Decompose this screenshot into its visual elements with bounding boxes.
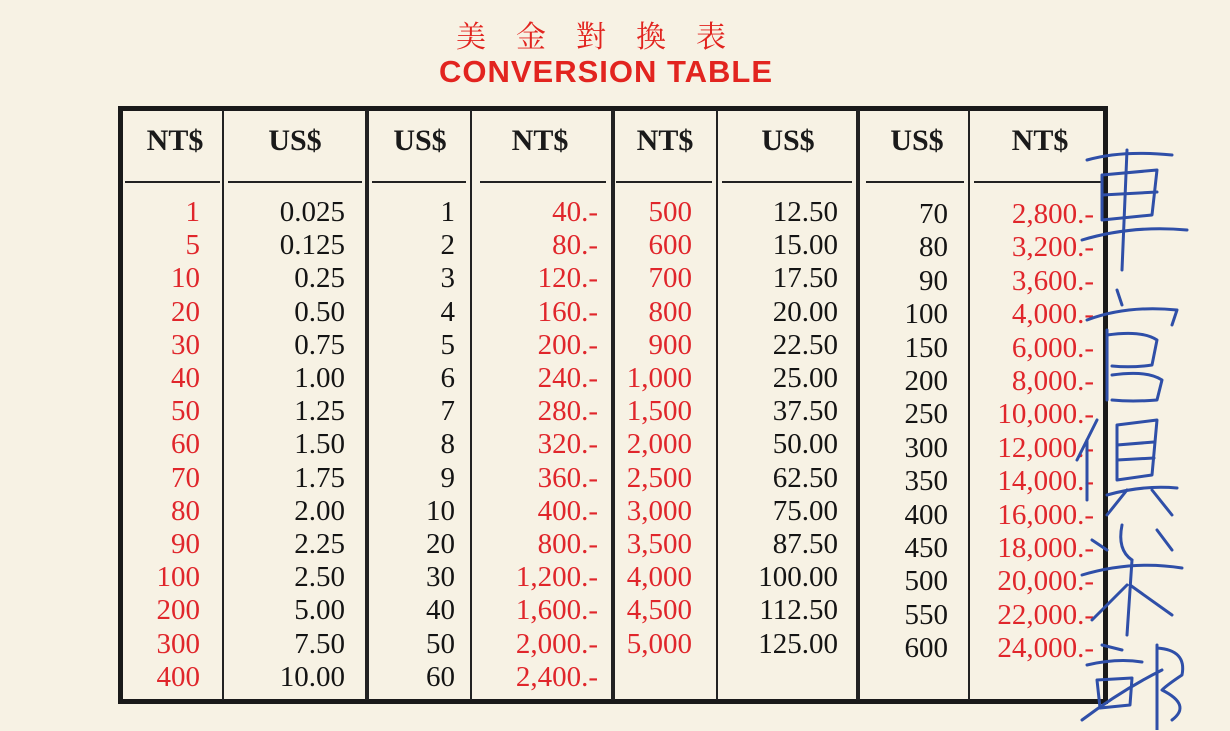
us-value: 4 (440, 296, 455, 328)
nt-value: 300 (156, 628, 200, 660)
nt-value: 2,400.- (515, 661, 598, 693)
nt-value: 1,200.- (515, 561, 598, 593)
us-value: 70 (919, 198, 948, 230)
nt-value: 2,800.- (1011, 198, 1094, 230)
us-value: 17.50 (772, 262, 838, 294)
us-value: 7 (440, 395, 455, 427)
nt-value: 400.- (537, 495, 598, 527)
nt-value: 5 (185, 229, 200, 261)
nt-value: 4,000.- (1011, 298, 1094, 330)
us-value: 450 (904, 532, 948, 564)
column-header: NT$ (636, 124, 694, 157)
header-underline (480, 181, 606, 183)
nt-value: 20 (171, 296, 200, 328)
nt-value: 500 (648, 196, 692, 228)
us-value: 50.00 (772, 428, 838, 460)
us-value: 2.00 (294, 495, 345, 527)
column-header: NT$ (146, 124, 204, 157)
us-value: 1.50 (294, 428, 345, 460)
column-header: US$ (890, 124, 944, 157)
handwritten-signature (1062, 130, 1212, 730)
us-value: 12.50 (772, 196, 838, 228)
nt-value: 14,000.- (997, 465, 1094, 497)
column-header: US$ (393, 124, 447, 157)
us-value: 80 (919, 231, 948, 263)
us-value: 20.00 (772, 296, 838, 328)
nt-value: 3,500 (626, 528, 692, 560)
nt-value: 900 (648, 329, 692, 361)
us-value: 2.50 (294, 561, 345, 593)
us-value: 87.50 (772, 528, 838, 560)
header-underline (616, 181, 712, 183)
us-value: 2 (440, 229, 455, 261)
nt-value: 40.- (552, 196, 598, 228)
title-chinese: 美金對換表 (456, 20, 756, 55)
us-value: 15.00 (772, 229, 838, 261)
us-value: 7.50 (294, 628, 345, 660)
nt-value: 1,500 (626, 395, 692, 427)
nt-value: 20,000.- (997, 565, 1094, 597)
title-english: CONVERSION TABLE (438, 54, 774, 89)
nt-value: 5,000 (626, 628, 692, 660)
nt-value: 6,000.- (1011, 332, 1094, 364)
header-underline (372, 181, 466, 183)
us-value: 90 (919, 265, 948, 297)
nt-value: 8,000.- (1011, 365, 1094, 397)
nt-value: 4,500 (626, 594, 692, 626)
us-value: 550 (904, 599, 948, 631)
us-value: 10 (426, 495, 455, 527)
us-value: 112.50 (759, 594, 838, 626)
us-value: 40 (426, 594, 455, 626)
nt-value: 24,000.- (997, 632, 1094, 664)
nt-value: 200.- (537, 329, 598, 361)
us-value: 350 (904, 465, 948, 497)
us-value: 0.75 (294, 329, 345, 361)
us-value: 100.00 (758, 561, 838, 593)
us-value: 1.00 (294, 362, 345, 394)
us-value: 500 (904, 565, 948, 597)
us-value: 100 (904, 298, 948, 330)
header-underline (866, 181, 964, 183)
header-underline (722, 181, 852, 183)
nt-value: 10 (171, 262, 200, 294)
us-value: 3 (440, 262, 455, 294)
nt-value: 3,000 (626, 495, 692, 527)
nt-value: 120.- (537, 262, 598, 294)
nt-value: 160.- (537, 296, 598, 328)
us-value: 75.00 (772, 495, 838, 527)
nt-value: 22,000.- (997, 599, 1094, 631)
nt-value: 600 (648, 229, 692, 261)
nt-value: 2,000.- (515, 628, 598, 660)
us-value: 0.50 (294, 296, 345, 328)
us-value: 50 (426, 628, 455, 660)
us-value: 200 (904, 365, 948, 397)
us-value: 150 (904, 332, 948, 364)
us-value: 6 (440, 362, 455, 394)
nt-value: 200 (156, 594, 200, 626)
us-value: 9 (440, 462, 455, 494)
nt-value: 80 (171, 495, 200, 527)
us-value: 60 (426, 661, 455, 693)
us-value: 250 (904, 398, 948, 430)
nt-value: 2,000 (626, 428, 692, 460)
us-value: 10.00 (279, 661, 345, 693)
us-value: 8 (440, 428, 455, 460)
nt-value: 40 (171, 362, 200, 394)
us-value: 62.50 (772, 462, 838, 494)
us-value: 0.025 (279, 196, 345, 228)
us-value: 5 (440, 329, 455, 361)
nt-value: 320.- (537, 428, 598, 460)
nt-value: 240.- (537, 362, 598, 394)
column-header: US$ (268, 124, 322, 157)
us-value: 2.25 (294, 528, 345, 560)
us-value: 5.00 (294, 594, 345, 626)
column-header: NT$ (511, 124, 569, 157)
nt-value: 12,000.- (997, 432, 1094, 464)
nt-value: 360.- (537, 462, 598, 494)
us-value: 1 (440, 196, 455, 228)
us-value: 25.00 (772, 362, 838, 394)
nt-value: 4,000 (626, 561, 692, 593)
us-value: 300 (904, 432, 948, 464)
nt-value: 70 (171, 462, 200, 494)
nt-value: 16,000.- (997, 499, 1094, 531)
nt-value: 400 (156, 661, 200, 693)
us-value: 22.50 (772, 329, 838, 361)
header-underline (228, 181, 362, 183)
us-value: 37.50 (772, 395, 838, 427)
us-value: 400 (904, 499, 948, 531)
nt-value: 100 (156, 561, 200, 593)
us-value: 1.75 (294, 462, 345, 494)
column-header: NT$ (1011, 124, 1069, 157)
nt-value: 2,500 (626, 462, 692, 494)
nt-value: 1 (185, 196, 200, 228)
nt-value: 30 (171, 329, 200, 361)
nt-value: 3,600.- (1011, 265, 1094, 297)
nt-value: 800.- (537, 528, 598, 560)
nt-value: 10,000.- (997, 398, 1094, 430)
nt-value: 90 (171, 528, 200, 560)
us-value: 600 (904, 632, 948, 664)
nt-value: 1,600.- (515, 594, 598, 626)
us-value: 1.25 (294, 395, 345, 427)
nt-value: 800 (648, 296, 692, 328)
nt-value: 700 (648, 262, 692, 294)
column-header: US$ (761, 124, 815, 157)
us-value: 20 (426, 528, 455, 560)
us-value: 125.00 (758, 628, 838, 660)
nt-value: 18,000.- (997, 532, 1094, 564)
nt-value: 1,000 (626, 362, 692, 394)
header-underline (125, 181, 220, 183)
nt-value: 280.- (537, 395, 598, 427)
nt-value: 60 (171, 428, 200, 460)
us-value: 0.125 (279, 229, 345, 261)
us-value: 0.25 (294, 262, 345, 294)
us-value: 30 (426, 561, 455, 593)
nt-value: 80.- (552, 229, 598, 261)
nt-value: 3,200.- (1011, 231, 1094, 263)
nt-value: 50 (171, 395, 200, 427)
